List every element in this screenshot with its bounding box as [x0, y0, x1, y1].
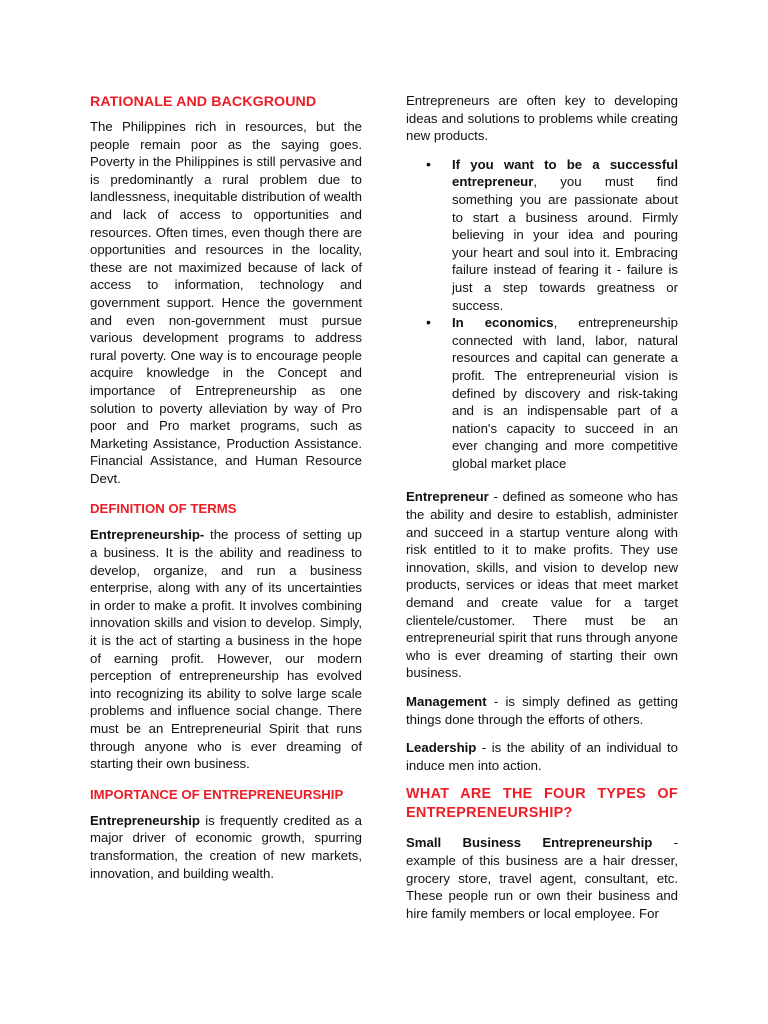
bullet-lead: If you want to be a successful entrepreneur — [452, 156, 678, 190]
small-business-text: - example of this business are a hair dresser, grocery store, travel agent, consultant, etc. These people run or own their business and hire family members or local employee. For — [406, 835, 678, 921]
definition-text: the process of setting up a business. It is the ability and readiness to develop, organize, and run a business enterprise, along with any of its uncertainties in order to make a profit. It involves combining innovation skills and vision to develop. Simply, it is the act of starting a business in the hope of earning profit. However, our modern perception of entrepreneurship has evolved into recognizing its ability to solve large scale problems and influence social change. There must be an Entrepreneurial Spirit that runs through anyone who is ever dreaming of starting their own business. — [90, 527, 362, 772]
leadership-paragraph — [406, 739, 678, 774]
bullet-paragraph — [452, 156, 678, 314]
rationale-paragraph: The Philippines rich in resources, but the people remain poor as the saying goes. Poverty in the Philippines is still pervasive and is predominantly a rural problem due to landlessness, inequitable distribution of wealth and lack of access to opportunities and resources. Often times, even though there are opportunities and resources in the locality, these are not maximized because of lack of access to information, technology and government support. Hence the government and even non-government must pursue various development programs to address rural poverty. One way is to encourage people acquire knowledge in the Concept and importance of Entrepreneurship as one solution to poverty alleviation by way of Pro poor and Pro market programs, such as Marketing Assistance, Production Assistance. Financial Assistance, and Human Resource Devt. — [90, 119, 362, 486]
entrepreneur-paragraph — [406, 488, 678, 682]
definition-paragraph — [90, 526, 362, 772]
entrepreneur-term: Entrepreneur — [406, 489, 489, 505]
bullet-paragraph — [452, 314, 678, 472]
importance-term: Entrepreneurship — [90, 812, 200, 828]
management-text: - is simply defined as getting things done through the efforts of others. — [406, 694, 678, 727]
small-business-term: Small Business Entrepreneurship — [406, 835, 653, 851]
importance-paragraph — [90, 812, 362, 882]
entrepreneur-text: - defined as someone who has the ability and desire to establish, administer and succeed in a startup venture along with risk entitled to it to make profits. They use innovation, skills, and vision to develop new products, services or ideas that meet market demand and create value for a target clientele/customer. There must be an entrepreneurial spirit that runs through anyone who is ever dreaming of starting their own business. — [406, 489, 678, 681]
bullet-icon: • — [426, 314, 431, 331]
small-business-paragraph — [406, 834, 678, 922]
heading-importance: IMPORTANCE OF ENTREPRENEURSHIP — [90, 786, 344, 802]
leadership-term: Leadership — [406, 740, 477, 756]
management-term: Management — [406, 694, 487, 709]
bullet-lead: In economics — [452, 315, 554, 331]
importance-text: is frequently credited as a major driver of economic growth, spurring transformation, the creation of new markets, innovation, and building wealth. — [90, 812, 362, 881]
right-column — [406, 92, 678, 933]
list-item — [406, 314, 678, 472]
heading-four-types: WHAT ARE THE FOUR TYPES OF ENTREPRENEURSHIP? — [406, 786, 678, 821]
bullet-list — [406, 156, 678, 473]
leadership-text: - is the ability of an individual to induce men into action. — [406, 740, 678, 773]
bullet-icon: • — [426, 155, 431, 172]
bullet-text: , entrepreneurship connected with land, labor, natural resources and capital can generate a profit. The entrepreneurial vision is defined by discovery and risk-taking and is an indispensable part of a nation's capacity to succeed in an ever changing and more competitive global market place — [452, 315, 678, 471]
list-item — [406, 156, 678, 314]
definition-term: Entrepreneurship- — [90, 527, 205, 543]
intro-paragraph: Entrepreneurs are often key to developing ideas and solutions to problems while creating new products. — [406, 93, 678, 144]
bullet-text: , you must find something you are passionate about to start a business around. Firmly believing in your idea and pouring your heart and soul into it. Embracing failure instead of fearing it - failure is just a step towards greatness or success. — [452, 174, 678, 313]
heading-definition-of-terms: DEFINITION OF TERMS — [90, 501, 237, 517]
left-column — [90, 92, 362, 893]
management-paragraph — [406, 693, 678, 728]
heading-rationale: RATIONALE AND BACKGROUND — [90, 94, 317, 110]
